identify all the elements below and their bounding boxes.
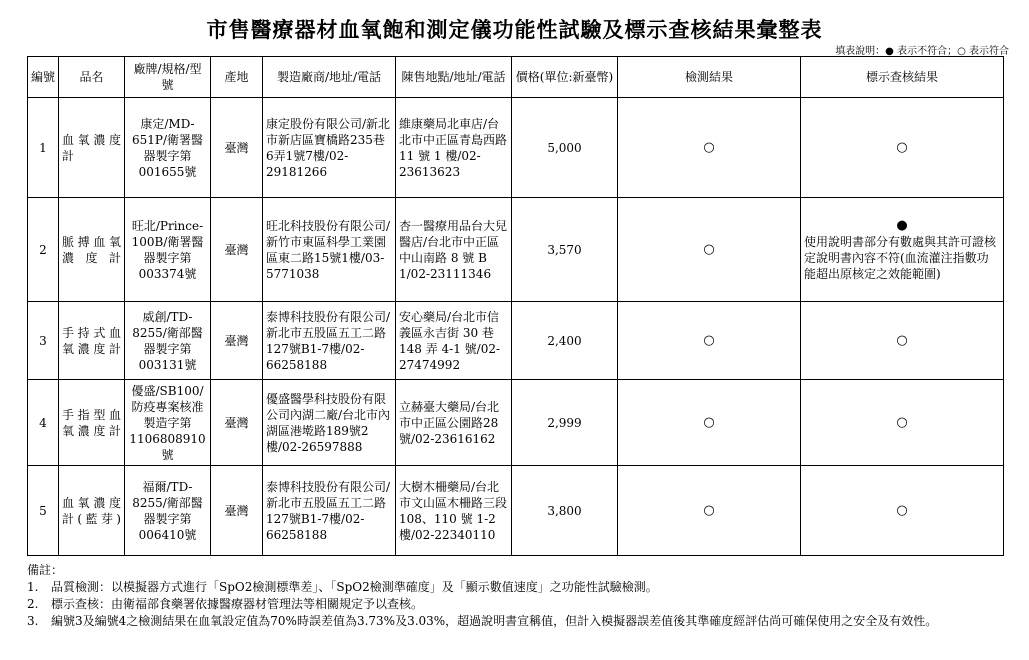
seller-info: 杏一醫療用品台大兒醫店/台北市中正區中山南路 8 號 B 1/02-23111346 — [396, 198, 512, 302]
page-title: 市售醫療器材血氧飽和測定儀功能性試驗及標示查核結果彙整表 — [206, 18, 823, 42]
column-header: 品名 — [59, 57, 125, 98]
results-table — [27, 56, 1004, 556]
origin: 臺灣 — [211, 380, 263, 466]
row-number: 3 — [28, 302, 59, 380]
column-header: 價格(單位:新臺幣) — [512, 57, 618, 98]
origin: 臺灣 — [211, 302, 263, 380]
test-result: ○ — [618, 380, 801, 466]
product-name: 脈搏血氧濃度計 — [59, 198, 125, 302]
column-header: 製造廠商/地址/電話 — [263, 57, 396, 98]
manufacturer-info: 泰博科技股份有限公司/新北市五股區五工二路127號B1-7樓/02-66258188 — [263, 466, 396, 556]
note-item — [27, 596, 1007, 613]
brand-spec-model: 福爾/TD-8255/衛部醫器製字第006410號 — [125, 466, 211, 556]
seller-info: 大樹木柵藥局/台北市文山區木柵路三段 108、110 號 1-2 樓/02-22340110 — [396, 466, 512, 556]
note-text: 品質檢測：以模擬器方式進行「SpO2檢測標準差」、「SpO2檢測準確度」及「顯示數值速度」之功能性試驗檢測。 — [51, 580, 658, 594]
column-header: 廠牌/規格/型號 — [125, 57, 211, 98]
product-name: 血氧濃度計 — [59, 98, 125, 198]
legend-note: 填表說明：● 表示不符合；○ 表示符合 — [835, 46, 1009, 57]
note-item — [27, 579, 1007, 596]
test-result: ○ — [618, 98, 801, 198]
origin: 臺灣 — [211, 466, 263, 556]
note-item — [27, 613, 1007, 630]
test-result: ○ — [618, 466, 801, 556]
brand-spec-model: 優盛/SB100/防疫專案核准製造字第1106808910號 — [125, 380, 211, 466]
note-number: 3. — [27, 614, 39, 628]
column-header: 檢測結果 — [618, 57, 801, 98]
brand-spec-model: 旺北/Prince-100B/衛署醫器製字第 003374號 — [125, 198, 211, 302]
price: 2,400 — [512, 302, 618, 380]
manufacturer-info: 康定股份有限公司/新北市新店區寶橋路235巷6弄1號7樓/02-29181266 — [263, 98, 396, 198]
column-header: 陳售地點/地址/電話 — [396, 57, 512, 98]
table-row — [28, 380, 1004, 466]
brand-spec-model: 威創/TD-8255/衛部醫器製字第003131號 — [125, 302, 211, 380]
label-result: ○ — [801, 302, 1004, 380]
table-row — [28, 98, 1004, 198]
product-name: 血氧濃度計(藍芽) — [59, 466, 125, 556]
brand-spec-model: 康定/MD-651P/衛署醫器製字第001655號 — [125, 98, 211, 198]
column-header: 編號 — [28, 57, 59, 98]
row-number: 4 — [28, 380, 59, 466]
label-result: ○ — [801, 380, 1004, 466]
row-number: 5 — [28, 466, 59, 556]
notes-section — [27, 562, 1007, 630]
product-name: 手持式血氧濃度計 — [59, 302, 125, 380]
note-text: 標示查核：由衛福部食藥署依據醫療器材管理法等相關規定予以查核。 — [51, 597, 424, 611]
price: 3,570 — [512, 198, 618, 302]
label-result — [801, 198, 1004, 302]
manufacturer-info: 優盛醫學科技股份有限公司內湖二廠/台北市內湖區港墘路189號2樓/02-26597888 — [263, 380, 396, 466]
note-number: 2. — [27, 597, 39, 611]
table-row — [28, 302, 1004, 380]
column-header: 產地 — [211, 57, 263, 98]
column-header: 標示查核結果 — [801, 57, 1004, 98]
label-result: ○ — [801, 98, 1004, 198]
test-result: ○ — [618, 302, 801, 380]
price: 5,000 — [512, 98, 618, 198]
note-number: 1. — [27, 580, 39, 594]
label-result-symbol: ● — [896, 217, 908, 233]
row-number: 2 — [28, 198, 59, 302]
table-row — [28, 466, 1004, 556]
origin: 臺灣 — [211, 98, 263, 198]
notes-heading: 備註： — [27, 563, 64, 577]
manufacturer-info: 泰博科技股份有限公司/新北市五股區五工二路127號B1-7樓/02-66258188 — [263, 302, 396, 380]
label-result-note: 使用說明書部分有數處與其許可證核定說明書內容不符(血流灌注指數功能超出原核定之效能範圍) — [804, 234, 997, 281]
seller-info: 維康藥局北車店/台北市中正區青島西路 11 號 1 樓/02-23613623 — [396, 98, 512, 198]
price: 2,999 — [512, 380, 618, 466]
seller-info: 安心藥局/台北市信義區永吉街 30 巷 148 弄 4-1 號/02-27474992 — [396, 302, 512, 380]
label-result: ○ — [801, 466, 1004, 556]
row-number: 1 — [28, 98, 59, 198]
table-header-row — [28, 57, 1004, 98]
test-result: ○ — [618, 198, 801, 302]
origin: 臺灣 — [211, 198, 263, 302]
table-row — [28, 198, 1004, 302]
product-name: 手指型血氧濃度計 — [59, 380, 125, 466]
seller-info: 立赫臺大藥局/台北市中正區公園路28號/02-23616162 — [396, 380, 512, 466]
manufacturer-info: 旺北科技股份有限公司/新竹市東區科學工業園區東二路15號1樓/03-5771038 — [263, 198, 396, 302]
note-text: 編號3及編號4之檢測結果在血氧設定值為70%時誤差值為3.73%及3.03%，超過說明書宣稱值，但計入模擬器誤差值後其準確度經評估尚可確保使用之安全及有效性。 — [51, 614, 938, 628]
price: 3,800 — [512, 466, 618, 556]
